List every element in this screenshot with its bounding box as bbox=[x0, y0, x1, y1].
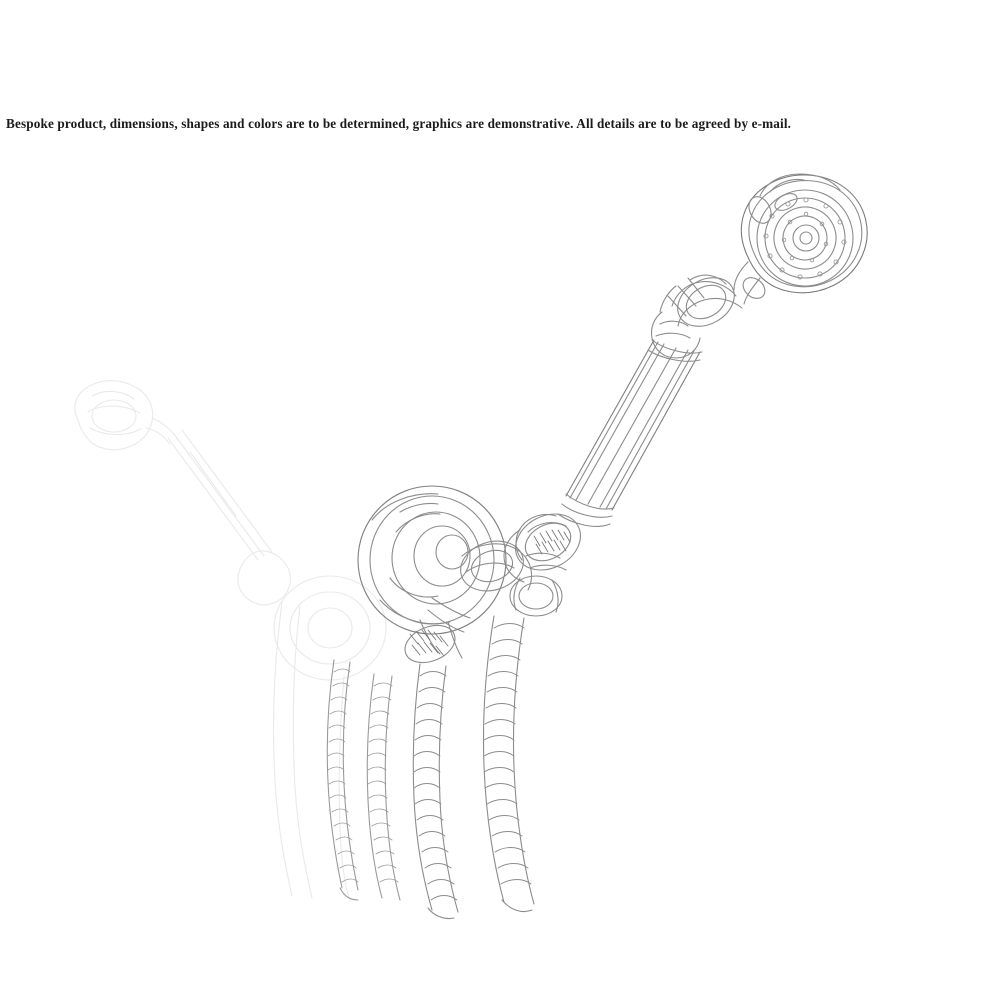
hose-2 bbox=[367, 674, 400, 900]
lower-elbow-joint bbox=[504, 503, 590, 616]
diverter-handle bbox=[400, 533, 532, 669]
disclaimer-text: Bespoke product, dimensions, shapes and colors are to be determined, graphics are demonstrative. All details are to be agreed by e-mail. bbox=[6, 116, 792, 131]
hose-4 bbox=[483, 616, 534, 912]
wall-plate bbox=[358, 486, 506, 634]
riser-arm bbox=[558, 340, 702, 526]
ghost-assembly bbox=[75, 381, 386, 900]
head-connector bbox=[651, 268, 742, 358]
shower-head bbox=[734, 174, 867, 304]
hose-3 bbox=[413, 664, 458, 919]
